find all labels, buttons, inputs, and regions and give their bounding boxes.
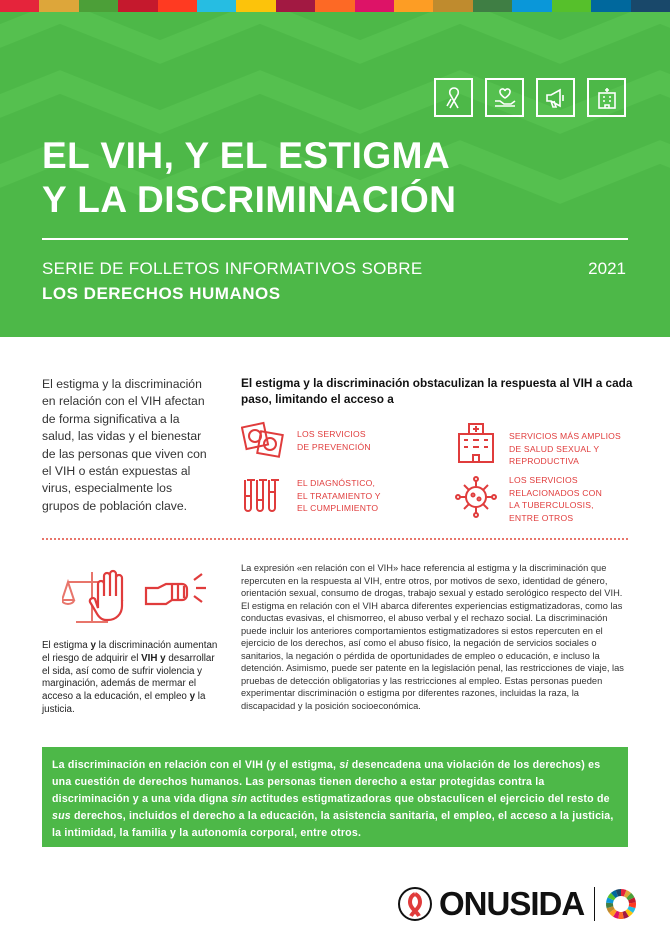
service-sexual-health bbox=[453, 420, 624, 468]
strip-segment bbox=[394, 0, 433, 12]
strip-segment bbox=[79, 0, 118, 12]
brand-name: ONUSIDA bbox=[439, 885, 585, 922]
strip-segment bbox=[158, 0, 197, 12]
strip-segment bbox=[197, 0, 236, 12]
series-subtitle: LOS DERECHOS HUMANOS bbox=[42, 284, 281, 303]
hospital-icon bbox=[587, 78, 626, 117]
intro-paragraph: El estigma y la discriminación en relación con el VIH afectan de forma significativa a la salud, las vidas y el bienestar de las personas que viven con el VIH o están expuestas al virus, especialmente los grupos de población clave. bbox=[42, 377, 207, 513]
stop-hand-icon bbox=[90, 571, 122, 620]
service-label: SERVICIOS MÁS AMPLIOS DE SALUD SEXUAL Y REPRODUCTIVA bbox=[509, 431, 621, 466]
un-emblem-icon bbox=[397, 886, 433, 922]
risk-paragraph: El estigma y la discriminación aumentan el riesgo de adquirir el VIH y desarrollar el sida, así como de sufrir violencia y marginación, además de mermar el acceso a la educación, el empleo y la justicia. bbox=[42, 640, 218, 715]
virus-icon bbox=[453, 474, 499, 520]
strip-segment bbox=[39, 0, 78, 12]
footer-separator bbox=[594, 887, 595, 921]
service-label: LOS SERVICIOS RELACIONADOS CON LA TUBERCULOSIS, ENTRE OTROS bbox=[509, 475, 602, 523]
fist-icon bbox=[146, 574, 206, 604]
strip-segment bbox=[433, 0, 472, 12]
header-banner bbox=[0, 12, 670, 337]
section-divider bbox=[42, 538, 628, 540]
footer-logo bbox=[397, 885, 637, 923]
strip-segment bbox=[0, 0, 39, 12]
strip-segment bbox=[512, 0, 551, 12]
strip-segment bbox=[118, 0, 157, 12]
top-color-strip bbox=[0, 0, 670, 12]
title-line-1: EL VIH, Y EL ESTIGMA bbox=[42, 135, 451, 176]
condoms-icon bbox=[241, 417, 287, 463]
service-tuberculosis bbox=[453, 474, 609, 524]
title-line-2: Y LA DISCRIMINACIÓN bbox=[42, 179, 457, 220]
service-label: LOS SERVICIOS DE PREVENCIÓN bbox=[297, 429, 371, 452]
lead-heading: El estigma y la discriminación obstaculizan la respuesta al VIH a cada paso, limitando el acceso a bbox=[241, 376, 633, 406]
page-title bbox=[42, 134, 642, 222]
test-tubes-icon bbox=[241, 474, 287, 520]
rights-callout: La discriminación en relación con el VIH (y el estigma, si desencadena una violación de los derechos) es una cuestión de derechos humanos. Las personas tienen derecho a estar protegidas contra la discriminación y a una vida digna sin actitudes estigmatizadoras que obstaculicen el ejercicio del resto de sus derechos, incluidos el derecho a la educación, la asistencia sanitaria, el empleo, el acceso a la justicia, la intimidad, la familia y la autonomía corporal, entre otros. bbox=[42, 747, 628, 847]
strip-segment bbox=[591, 0, 630, 12]
hands-heart-icon bbox=[485, 78, 524, 117]
service-label: EL DIAGNÓSTICO, EL TRATAMIENTO Y EL CUMPLIMIENTO bbox=[297, 478, 381, 513]
service-diagnosis bbox=[241, 474, 387, 520]
strip-segment bbox=[631, 0, 670, 12]
sdg-wheel-icon bbox=[605, 888, 637, 920]
service-prevention bbox=[241, 417, 377, 463]
header-divider bbox=[42, 238, 628, 240]
header-icons bbox=[434, 78, 626, 117]
strip-segment bbox=[276, 0, 315, 12]
strip-segment bbox=[473, 0, 512, 12]
publication-year: 2021 bbox=[588, 259, 626, 278]
strip-segment bbox=[236, 0, 275, 12]
strip-segment bbox=[315, 0, 354, 12]
hospital-building-icon bbox=[453, 420, 499, 466]
ribbon-icon bbox=[434, 78, 473, 117]
series-title: SERIE DE FOLLETOS INFORMATIVOS SOBRE bbox=[42, 259, 423, 278]
illustrations bbox=[62, 564, 222, 630]
strip-segment bbox=[552, 0, 591, 12]
megaphone-icon bbox=[536, 78, 575, 117]
strip-segment bbox=[355, 0, 394, 12]
definition-paragraph: La expresión «en relación con el VIH» hace referencia al estigma y la discriminación que repercuten en la respuesta al VIH, entre otros, por motivos de sexo, identidad de género, orientación sexual, consumo de drogas, trabajo sexual y estado serológico respecto del VIH. El estigma en relación con el VIH abarca diferentes experiencias estigmatizadoras, como las conductas evasivas, el chismorreo, el abuso verbal y el rechazo social. La discriminación puede incluir los anteriores comportamientos estigmatizadores si estos repercuten en el ejercicio de los derechos, así como el abuso físico, la negación de servicios sociales o sanitarios, la negación o pérdida de oportunidades de empleo o educación, e incluso la detención. Asimismo, puede ser patente en la legislación penal, las restricciones de viaje, las pruebas de detección obligatorias y las restricciones al empleo. Estas personas pueden experimentar discriminación o estigma por diferentes razones, incluidas la raza, la discapacidad y la posición socioeconómica. bbox=[241, 563, 624, 711]
